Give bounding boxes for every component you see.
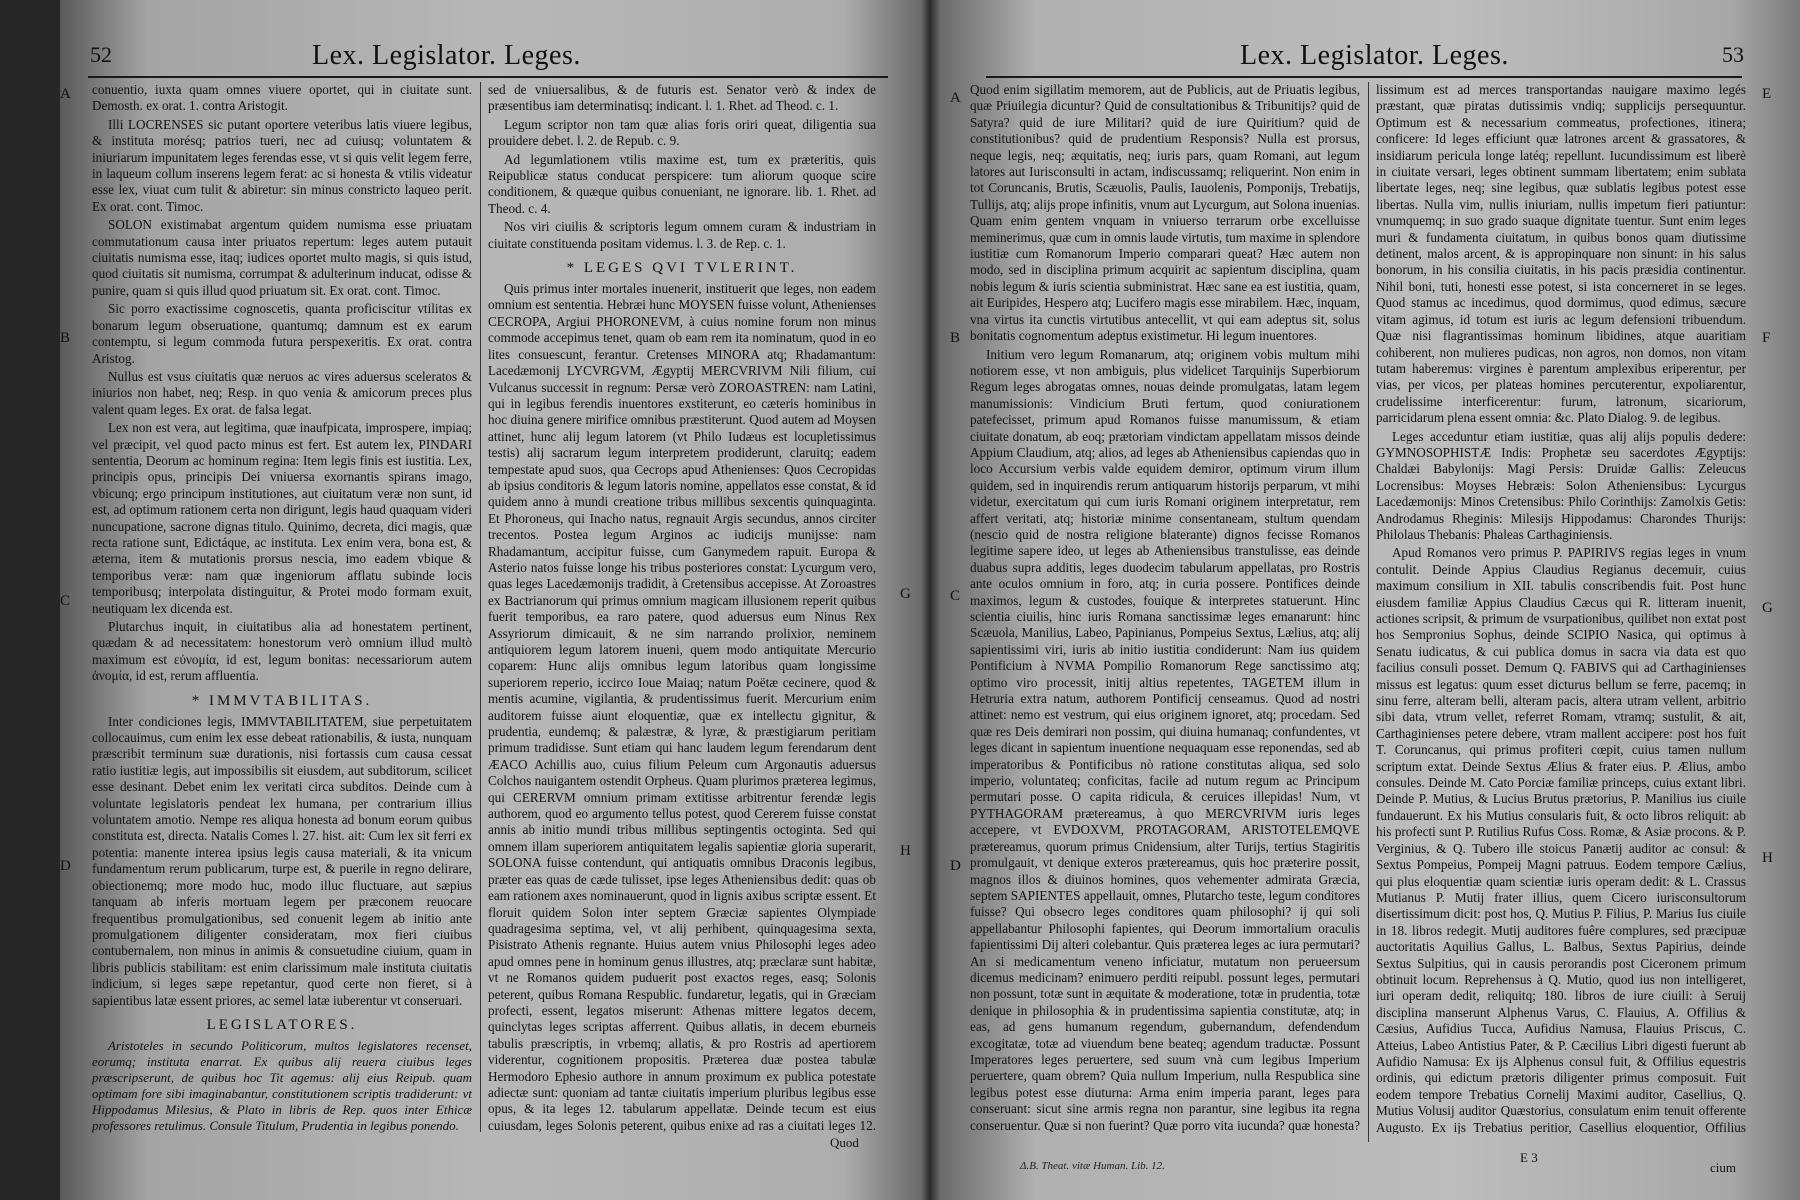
running-head: Lex. Legislator. Leges. — [312, 40, 581, 71]
page-number: 53 — [1722, 42, 1744, 67]
paragraph: Quod enim sigillatim memorem, aut de Publicis, aut de Priuatis legibus, quæ Priuilegia dicuntur? Quid de consultationibus & Tribunitijs? quid de Satyra? quid de iure Militari? quid de iure Quiritium? quid de constitutionibus? quid de prudentium Responsis? Nulla est prorsus, neque legis, neq; æquitatis, neq; iuris pars, quam Romani, aut legum latores aut Iurisconsulti in actam, indiscussamq; reliquerint. Non enim in tot Coruncanis, Brutis, Scæuolis, Paulis, Iauolenis, Pomponijs, Trebatijs, Tullijs, atq; alijs prope infinitis, vnum aut Lycurgum, aut Solona inuenias. Quam enim gentem vnquam in vniuerso terrarum orbe excelluisse meminerimus, quæ cum in omnis laude virtutis, tum maxime in splendore iustitiæ cum Romanorum Imperio comparari queat? Hæc autem non modo, sed in disciplina primum acquirit ac sapientum disciplina, quam nobis legum & iuris scientia subministrat. Hæc sane ea est iustitia, quam, ait Euripides, Hespero atq; Lucifero magis esse mirabilem. Hæc, inquam, vna virtus ita cunctis virtutibus antecellit, vt qui eam adeptus sit, solus bonitatis cognomentum adeptus existimetur. Hi legum inuentores. — [970, 82, 1360, 344]
margin-letter: G — [1762, 600, 1773, 616]
margin-letter: A — [60, 86, 71, 102]
section-heading: * LEGES QVI TVLERINT. — [566, 260, 798, 277]
right-page — [940, 0, 1800, 1200]
left-page — [60, 0, 928, 1200]
right-column-1 — [970, 82, 1360, 1134]
paragraph: Sic porro exactissime cognoscetis, quanta proficiscitur vtilitas ex bonarum legum obseruatione, quantumq; damnum est ex earum contemptu, si legum commoda futura perspexeritis. Ex orat. contra Aristog. — [92, 301, 472, 366]
paragraph: Apud Romanos vero primus P. PAPIRIVS regias leges in vnum contulit. Deinde Appius Claudius Regianus decemuir, cuius maximum consilium in XII. tabulis conscribendis fuit. Post hunc eiusdem familiæ Appius Claudius Cæcus qui R. litteram inuenit, actiones scripsit, & primum de vsurpationibus, quilibet non extat post hos Sempronius Sophus, deinde SCIPIO Nasica, qui optimus à Senatu iudicatus, & cui publica domus in sacra via data est quo facilius consuli posset. Demum Q. FABIVS qui ad Carthaginienses missus est legatus: quum esset dicturus bellum se ferre, pacemq; in sinu ferre, alteram belli, alteram pacis, altera utram vellent, arbitrio sibi data, vtrum vellet, referret Romam, vtramq; sustulit, & ait, Carthaginienses petere debere, vtram mallent accipere: post hos fuit T. Coruncanus, qui primus profiteri cœpit, cuius tamen nullum scriptum extat. Deinde Sextus Ælius & frater eius. P. Ælius, ambo consules. Deinde M. Cato Porciæ familiæ princeps, cuius extant libri. Deinde P. Mutius, & Lucius Brutus prætorius, P. Manilius ius ciuile fundauerunt. Ex his Mutius consularis fuit, & octo libros reliquit: ab his profecti sunt P. Rutilius Rufus Coss. Romæ, & Asiæ procons. & P. Verginius, & Q. Tubero ille stoicus Panætij auditor ac consul: & Sextus Pompeius, Pompeij Magni patruus. Eodem tempore Cælius, qui plus eloquentiæ quam scientiæ iuris operam dedit: & L. Crassus Mutianus P. Mutij frater illius, quem Cicero iurisconsultorum disertissimum dicit: post hos, Q. Mutius P. Filius, P. Marius Ius ciuile in 18. libros redegit. Mutij auditores fuêre complures, sed præcipuæ auctoritatis Aquilius Gallus, L. Balbus, Sextus Papirius, deinde Sextus Sulpitius, qui in causis perorandis post Ciceronem primum obtinuit locum. Reprehensus à Q. Mutio, quod ius non intelligeret, iuri operam dedit, reliquitq; 180. libros de iure ciuili: à Seruij disciplina manserunt Alphenus Varus, C. Flauius, A. Offilius & Cæsius, Aufidius Tucca, Aufidius Namusa, Flauius Priscus, C. Atteius, Labeo Antistius Pater, & P. Cæcilius Libri digesti fuerunt ab Aufidio Namusa: Ex ijs Alphenus consul fuit, & Offilius equestris ordinis, qui edictum prætoris diligenter primus composuit. Fuit eodem tempore Trebatius Cornelij Maximi auditor, Casellius, Q. Mutius Volusij auditor Quæstorius, consulatum enim tenuit offerente Augusto. Ex ijs Trebatius peritior, Casellius eloquentior, Offilius — [1376, 545, 1746, 1134]
margin-letter: D — [950, 858, 961, 874]
margin-letter: D — [60, 858, 71, 874]
paragraph: Ad legumlationem vtilis maxime est, tum ex præteritis, quis Reipublicæ status conducat perspicere: tum aliorum quoque scire conditionem, & quæque quibus conueniant, ne ignorare. lib. 1. Rhet. ad Theod. c. 4. — [488, 151, 876, 216]
margin-letter: B — [60, 330, 71, 346]
paragraph: Inter condiciones legis, IMMVTABILITATEM, siue perpetuitatem collocauimus, cum enim lex esse debeat rationabilis, & iusta, nunquam præscribit terminum suæ durationis, nisi fortassis cum causa cessat ratio iustitiæ legis, aut impossibilis sit eiusdem, aut subditorum, scilicet esse desinant. Debet enim lex veritati circa subditos. Deinde cum à voluntate legislatoris pendeat lex humana, per contrarium illius voluntatem amotio. Nempe res aliqua honesta ad bonum eorum quibus constituta est, directa. Natalis Comes l. 27. hist. ait: Cum lex sit ferri ex potentia: manente interea ipsius legis causa materiali, & ita vnicum fundamentum rerum publicarum, turpe est, & puerile in regno delirare, obiectionemq; more modo huc, modo illuc fluctuare, aut sæpius tanquam ab inferis mortuam legem per præconem reuocare frequentibus promulgationibus, sed conuenit legem ab initio ante promulgationem diligenter consideratam, mox fieri ciuibus contubernalem, non minus in animis & consuetudine ciuium, quam in libris publicis stabilitam: est enim clarissimum male instituta ciuitatis indicium, si leges sæpe repetantur, quod certe non fieret, si à sapientibus latæ essent priores, ac semel latæ iuberentur vt conseruari. — [92, 713, 472, 1008]
margin-letter: C — [60, 593, 71, 609]
paragraph: SOLON existimabat argentum quidem numisma esse priuatam commutationum causa inter priuatos repertum: leges autem putauit ciuitatis numisma esse, itaq; iudices oportet multo magis, si quis istud, quod ciuitatis sit numisma, corrumpat & adulterinum inducat, odisse & punire, quam si quis illud quod priuatum sit. Ex orat. cont. Timoc. — [92, 217, 472, 298]
paragraph: lissimum est ad merces transportandas nauigare maximo legés præstant, quæ piratas dutissimis vndiq; supplicijs persequuntur. Optimum est & necessarium commeatus, profectiones, itinera; conficere: Id leges efficiunt quæ latrones arcent & grassatores, & insidiarum pericula longe latéq; repellunt. Iucundissimum est liberè in ciuitate versari, leges obtinent summam libertatem; enim sublata libertate leges, neq; sine legibus, quæ sublatis legibus potest esse libertas. Nulla vim, nullis iniuriam, nullis impetum fieri patiuntur: vnumquemq; in suo grado suaque dignitate tuentur. Sunt enim leges muri & fundamenta ciuitatum, in quibus bonos quam diutissime detinent, malos arcent, & is appropinquare non sinunt: in his salus bonorum, in his consilia ciuitatis, in his pacis præsidia continentur. Nihil boni, tuti, honesti esse potest, si ista concerneret in se leges. Quod stamus ac incedimus, quod dormimus, quod edimus, sæcure vitam agimus, id totum est iuris ac legum defensioni tribuendum. Quæ nisi flagrantissimas hominum libidines, atque auaritiam cohiberent, non mulieres pudicas, non agros, non domos, non vitam tutam haberemus: virgines è parentum amplexibus eriperentur, per vias, per vicos, per plateas homines percuterentur, expoliarentur, crudelissime interficerentur: furum, latronum, sicariorum, parricidarum plena essent omnia: &c. Plato Dialog. 9. de legibus. — [1376, 82, 1746, 426]
margin-letter: C — [950, 588, 961, 604]
margin-letter: B — [950, 330, 961, 346]
header-rule — [986, 76, 1742, 78]
paragraph: conuentio, iuxta quam omnes viuere oportet, qui in ciuitate sunt. Demosth. ex orat. 1. contra Aristogit. — [92, 82, 472, 114]
margin-letter: H — [900, 843, 911, 859]
column-rule — [480, 82, 481, 1132]
paragraph: Initium vero legum Romanarum, atq; originem vobis multum mihi notiorem esse, vt non ambiguis, plus videlicet Tarquinijs Superbiorum Regum leges abrogatas omnes, nouas deinde promulgatas, latam legem manumissionis: Vindicium Bruti fertum, quod coniurationem patefecisset, primum apud Romanos fuisse manumissum, & etiam ciuitate donatum, ab eoq; prætoriam vindictam appellatam missos deinde Appium Claudium, atq; alios, ad leges ab Atheniensibus capiendas quo in loco Accursium verbis valde equidem demiror, optimum virum illum quidem, sed in inquirendis rerum antiquarum historijs perparum, vt mihi videtur, exercitatum qui cum iuris Romani originem interpretatur, rem affert veritati, atq; historiæ minime consentaneam, stultum quendam (nescio quid de nostra religione blaterante) dignos fecisse Romanos legitime sapere ideo, ut leges ab Atheniensibus transtulisse, eas deinde duabus supra additis, leges duodecim tabularum appellatas, pro Rostris ante oculos omnium in foro, atq; in curia possere. Pontifices deinde maximos, legum & custodes, fouique & interpretes statuerunt. Hinc scientia ciuilis, hinc iuris Romana sanctissimæ leges emanarunt: hinc Scæuola, Manilius, Labeo, Papinianus, Pompeius Sextus, Lælius, atq; alij sapientissimi viri, iuris ab initio iustitia condiderunt: Nam ius quidem Pontificium à NVMA Pompilio Romanorum Rege sanctissimo atq; optimo viro processit, initij altius repetentes, TAGETEM illum in Hetruria extra natum, authorem Pontificij censeamus. Quod ad nostri attinet: nemo est vestrum, qui eius originem ignoret, atq; procedam. Sed quæ res Deis demirari non possim, qui diuina humanaq; confundentes, vt leges dicant in sapientum inuentione nequaquam esse reponendas, sed ab imperatoribus & Pontificibus nò ratione constitutas aliqua, sed solo imperio, voluntateq; conficitas, facile ad nutum regum ac Principum permutari posse. O capita ridicula, & ceruices illepidas! Num, vt PYTHAGORAM prætereamus, à quo MERCVRIVM iuris leges accepere, vt EVDOXVM, PROTAGORAM, ARISTOTELEMQVE prætereamus, quorum primus Cnidensium, alter Turijs, tertius Stagiritis promulgauit, vt denique exteros prætereamus, quis hoc præterire possit, magnos illos & diuinos homines, quos vehementer admirata Græcia, septem SAPIENTES appellauit, omnes, Plutarcho teste, legum conditores fuisse? Qui obsecro leges conditores quam philosophi? ij qui soli appellabantur Philosophi fapientes, qui Deorum immortalium oraculis fapientissimi Dij alteri colebantur. Quis præterea leges ac iura permutari? An si medicamentum veneno inficiatur, mutatum non perueersum dicemus medicinam? enimuero perditi reipubl. possunt leges, permutari non possunt, totæ sunt in æquitate & moderatione, totæ in prudentia, totæ denique in philosophia & in prudentissima sapientia constitutæ, atq; in eas, ad gens humanum regendum, gubernandum, defendendum excogitatæ, totæ ad viuendum bene beateq; agendum traductæ. Possunt Imperatores leges peruertere, sed suum vnà cum legibus Imperium peruertere, quam obrem? Quia nullum Imperium, nulla Respublica sine legibus potest esse diuturna: Arma enim imperia parant, leges para conseruant: sicut sine armis regna non parantur, sine legibus ita regna conseruentur. Quæ si non fuerint? Quæ porro vita iucunda? quæ honesta? — [970, 346, 1360, 1133]
page-number: 52 — [90, 42, 112, 67]
header-rule — [88, 76, 888, 78]
paragraph: Illi LOCRENSES sic putant oportere veteribus latis viuere legibus, & instituta morésq; patrios tueri, nec ad cuiusq; voluntatem & iniuriarum impunitatem leges ferendas esse, vt si quis velit legem ferre, in laqueum collum inserens legem ferat: ac si honesta & vtilis videatur esse lex, viuat cum tulit & abiretur: sin minus constricto laqueo perit. Ex orat. cont. Timoc. — [92, 116, 472, 214]
paragraph: Leges acceduntur etiam iustitiæ, quas alij alijs populis dedere: GYMNOSOPHISTÆ Indis: Prophetæ seu sacerdotes Ægyptijs: Chaldæi Babylonijs: Magi Persis: Druidæ Gallis: Zeleucus Locrensibus: Moyses Hebræis: Solon Atheniensibus: Lycurgus Lacedæmonijs: Minos Cretensibus: Philo Corinthijs: Zamolxis Getis: Androdamus Rheginis: Milesijs Hippodamus: Charondes Thurijs: Philolaus Thebanis: Phaleas Carthaginiensis. — [1376, 428, 1746, 542]
catchword: cium — [1710, 1160, 1736, 1175]
footnote: Δ.B. Theat. vitæ Human. Lib. 12. — [1020, 1160, 1165, 1172]
margin-letter: E — [1762, 86, 1772, 102]
right-column-2 — [1376, 82, 1746, 1134]
paragraph: sed de vniuersalibus, & de futuris est. Senator verò & index de præsentibus iam determinatisq; indicant. l. 1. Rhet. ad Theod. c. 1. — [488, 82, 876, 114]
paragraph: Nullus est vsus ciuitatis quæ neruos ac vires aduersus sceleratos & iniurios non habet, neq; Resp. in quo venia & amicorum preces plus valent quam leges. Ex orat. de falsa legat. — [92, 368, 472, 417]
catchword: Quod — [830, 1135, 859, 1150]
note: Aristoteles in secundo Politicorum, multos legislatores recenset, eorumq; instituta enarrat. Ex quibus alij reuera ciuibus leges præscripserunt, de quibus hoc Tit agemus: alij eius Reipub. quam optimam fore sibi imaginabantur, constitutionem scriptis tradiderunt: vt Hippodamus Milesius, & Plato in libris de Rep. quos inter Ethicæ professores retulimus. Consule Titulum, Prudentia in legibus ponendo. — [92, 1037, 472, 1133]
paragraph: Legum scriptor non tam quæ alias foris oriri queat, diligentia sua prouidere debet. l. 2. de Repub. c. 9. — [488, 116, 876, 149]
paragraph: Lex non est vera, aut legitima, quæ inaufpicata, improspere, impiaq; vel præcipit, vel quod pacto minus est fert. Est autem lex, PINDARI sententia, Deorum ac hominum regina: Item legis finis est iustitia. Lex, principis opus, principis Dei vniuersa exornantis spirans imago, vbicunq; ergo principum institutiones, aut ciuitatum veræ non sunt, id est, ad optimum rationem certa non dirigunt, legis haud quaquam videri nuncupatione, sacrone dignas titulo. Quinimo, decreta, dici magis, quæ recta ratione sunt, Edictáque, ac instituta. Lex enim vera, bona est, & æterna, item & mutationis prorsus nescia, imo eadem vbique & temporibus veræ: nam quæ ingeniorum afflatu subinde locis temporibusq; interpolata distinguitur, & Protei modo formam exuit, neutiquam lex dicenda est. — [92, 420, 472, 616]
margin-letter: F — [1762, 330, 1771, 346]
paragraph: Plutarchus inquit, in ciuitatibus alia ad honestatem pertinent, quædam & ad necessitatem: honestorum verò omnium illud multò maximum est εὐνομία, id est, legum bonitas: necessariorum autem ἀνομία, id est, rerum affluentia. — [92, 619, 472, 684]
signature-mark: E 3 — [1520, 1150, 1538, 1165]
margin-letter: G — [900, 586, 911, 602]
margin-letter: A — [950, 90, 961, 106]
column-rule — [1368, 82, 1369, 1142]
left-column-1 — [92, 82, 472, 1134]
running-head: Lex. Legislator. Leges. — [1240, 40, 1509, 71]
paragraph: Quis primus inter mortales inuenerit, instituerit que leges, non eadem omnium est sententia. Hebræi hunc MOYSEN fuisse volunt, Athenienses CECROPA, Argiui PHORONEVM, à cuius nomine forum non minus commode accepimus tenet, quam ob eam rem ita nominatum, quod in eo lites consuescunt, ferantur. Cretenses MINORA atq; Rhadamantum: Lacedæmonij LYCVRGVM, Ægyptij MERCVRIVM Nili filium, cui Vulcanus successit in regnum: Persæ verò ZOROASTREN: nam Latini, qui in legibus ferendis inuentores exstiterunt, eo cæteris hominibus in hoc diuina genere mirifice omnibus præstiterunt. Quod autem ad Moysen attinet, hunc alij legum latorem (vt Philo Iudæus est locupletissimus testis) alij sacrarum legum interpretem prodiderunt, claruitq; eadem tempestate apud suos, qua Cecrops apud Athenienses: Quos Cecropidas ab ipsius conditoris & legum latoris nomine, appellatos esse constat, & id quidem anno à mundi creatione tribus millibus sexcentis quinquaginta. Et Phoroneus, qui Inacho natus, regnauit Argis secundus, annos circiter trecentos. Postea legum Arginos ac iudicijs munijsse: nam Rhadamantum, accipitur fuisse, cum Ganymedem rapuit. Europa & Asterio natos fuisse longe his tribus posteriores constat: Lycurgum vero, quas leges Lacedæmonijs tradidit, à Cretensibus accepisse. At Zoroastres ex Bactrianorum qui primus omnium magicam illusionem reperit quibus fuerit temporibus, ea raro patere, quod aduersus eum Ninus Rex Assyriorum dimicauit, & ne sim narrando prolixior, neminem antiquiorem legum latorem inueni, quem modo antiquitate Mercurio coparem: Hunc alijs omnibus legum latoribus quam longissime superiorem reperio, iccirco Ioue Maiaq; natum Poëtæ cecinere, quod & mentis acumine, vigilantia, & prudentissimus fuerit. Mercurium enim auditorem fuisse aiunt eloquentiæ, quæ ex intellectu gignitur, & prudentia, eundemq; & palæstræ, & lyræ, & præstigiarum peritiam primum tradidisse. Sunt etiam qui hanc laudem legum ferendarum dent ÆACO Achillis auo, cuius filium Peleum cum Argonautis aduersus Colchos nauigantem ostendit Orpheus. Quam plurimos præterea legimus, qui CERERVM omnium primam extitisse arbitrentur ferendæ legis authorem, quod eo argumento tellus potest, quod Cererem fuisse constat annis ab initio mundi tribus millibus septingentis octoginta. Sed qui omnem illam superiorem antiquitatem legalis sapientiæ gloria superarit, SOLONA fuisse contendunt, qui antiquatis omnibus Draconis legibus, præter eas quas de cæde tulisset, ipse leges Atheniensibus dedit: quas ob eam rationem axes nominauerunt, quod in lignis axibus scriptæ essent. Et floruit quidem Solon inter septem Græciæ sapientes Olympiade quadragesima septima, vel, vt alij perhibent, quinquagesima sexta, Pisistrato Athenis regnante. Huius autem vnius Philosophi leges adeo apud omnes pene in hominum genus illustres, atq; præclaræ sunt habitæ, vt ne Romanos quidem puduerit post exactos reges, easq; Solonis peterent, quibus Romana Respublic. fundaretur, legatis, qui in Græciam profecti, essent, legatos miserunt: Athenas mittere legatos decem, quinclytas leges scriptas afferrent. Quibus allatis, in decem eburneis tabulis præscriptis, in vrbemq; allatis, & pro Rostris ad apertiorem viderentur, cognitionem propositis. Præterea duæ postea tabulæ Hermodoro Ephesio authore in annum proximum ex publica potestate adiectæ sunt: quoniam ad tantæ ciuitatis imperium pluribus legibus esse opus, & ita leges 12. tabularum appellatæ. Deinde tecum est eius cuiusdam, leges Solonis peterent, quibus enixe ad ras a ciuitati leges 12. — [488, 281, 876, 1133]
left-column-2 — [488, 82, 876, 1134]
section-heading: * IMMVTABILITAS. — [191, 692, 373, 709]
margin-letter: H — [1762, 850, 1773, 866]
section-heading: LEGISLATORES. — [206, 1016, 358, 1033]
paragraph: Nos viri ciuilis & scriptoris legum omnem curam & industriam in ciuitate constituenda positam videmus. l. 3. de Rep. c. 1. — [488, 219, 876, 251]
book-spread — [60, 0, 1800, 1200]
